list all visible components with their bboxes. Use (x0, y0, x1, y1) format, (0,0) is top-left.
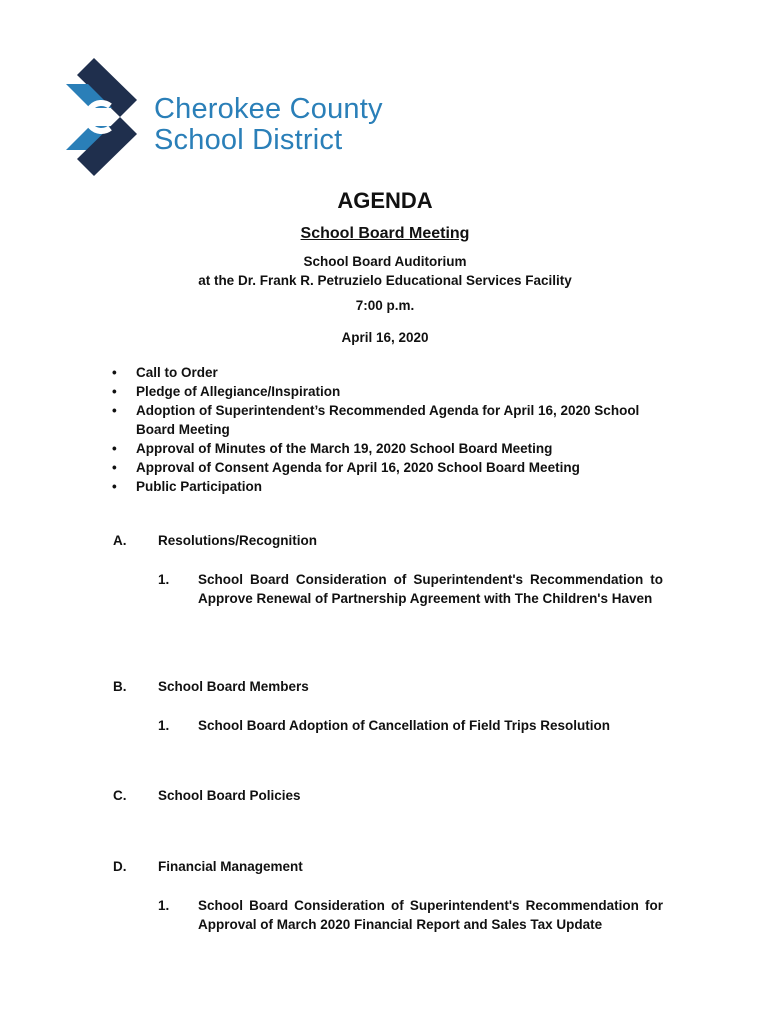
logo-line-1: Cherokee County (154, 93, 383, 125)
list-item (108, 439, 648, 458)
page-subtitle: School Board Meeting (300, 225, 470, 242)
bullet-icon: • (112, 460, 117, 475)
list-item-text: Approval of Minutes of the March 19, 2020 School Board Meeting (136, 441, 553, 456)
section-letter: D. (113, 859, 127, 874)
section-letter: A. (113, 533, 127, 548)
list-item-text: Adoption of Superintendent’s Recommended Agenda for April 16, 2020 School Board Meeting (136, 403, 640, 437)
list-item-text: Pledge of Allegiance/Inspiration (136, 384, 341, 399)
list-item (108, 477, 648, 496)
item-text: School Board Consideration of Superintendent's Recommendation for Approval of March 2020 Financial Report and Sales Tax Update (198, 898, 663, 932)
section-heading: Financial Management (158, 859, 303, 874)
list-item (108, 382, 648, 401)
section-heading: School Board Members (158, 679, 309, 694)
item-number: 1. (158, 718, 170, 733)
section-heading: School Board Policies (158, 788, 301, 803)
bullet-icon: • (112, 441, 117, 456)
venue-line-2: at the Dr. Frank R. Petruzielo Educational Services Facility (198, 273, 572, 288)
item-text: School Board Adoption of Cancellation of Field Trips Resolution (198, 718, 611, 733)
list-item (108, 401, 648, 439)
bullet-icon: • (112, 384, 117, 399)
item-number: 1. (158, 898, 170, 913)
list-item-text: Approval of Consent Agenda for April 16, 2020 School Board Meeting (136, 460, 580, 475)
district-logo-mark-icon (62, 54, 142, 180)
venue (0, 252, 770, 290)
section-letter: B. (113, 679, 127, 694)
bullet-icon: • (112, 403, 117, 418)
item-text: School Board Consideration of Superintendent's Recommendation to Approve Renewal of Partnership Agreement with The Children's Haven (198, 572, 663, 606)
list-item (108, 458, 648, 477)
list-item (108, 363, 648, 382)
meeting-date: April 16, 2020 (341, 330, 429, 345)
district-logo (62, 54, 392, 180)
section-letter: C. (113, 788, 127, 803)
list-item-text: Public Participation (136, 479, 263, 494)
logo-line-2: School District (154, 124, 343, 156)
bullet-icon: • (112, 365, 117, 380)
item-number: 1. (158, 572, 170, 587)
section-heading: Resolutions/Recognition (158, 533, 318, 548)
list-item-text: Call to Order (136, 365, 218, 380)
venue-line-1: School Board Auditorium (303, 254, 467, 269)
bullet-icon: • (112, 479, 117, 494)
page-title: AGENDA (337, 188, 433, 213)
meeting-time: 7:00 p.m. (355, 298, 415, 313)
opening-items-list (108, 363, 648, 496)
